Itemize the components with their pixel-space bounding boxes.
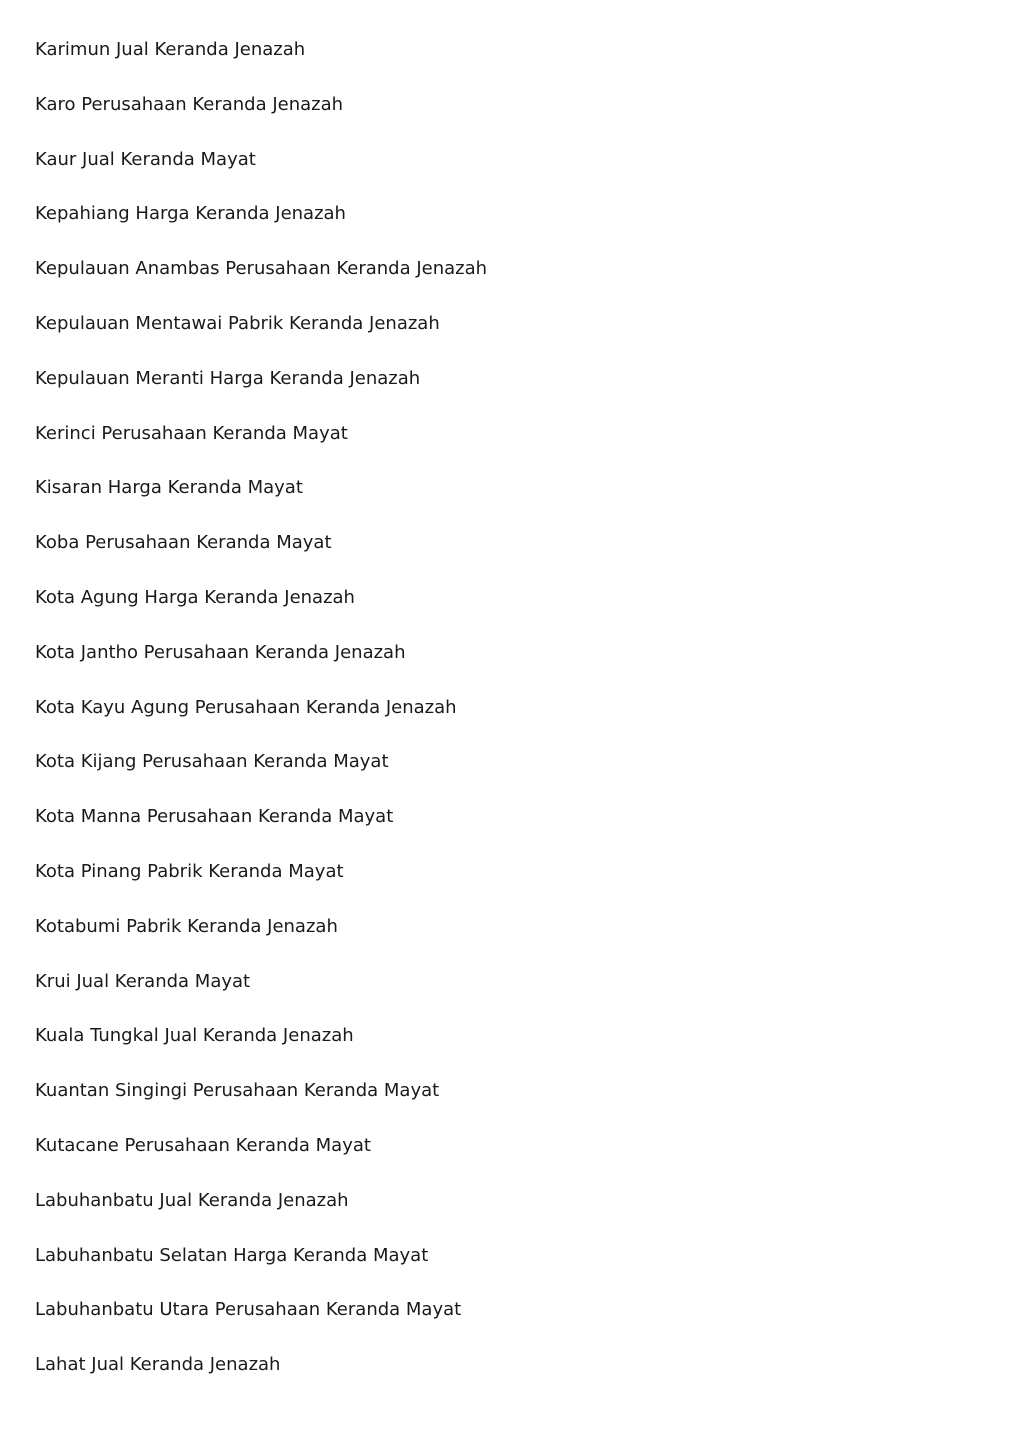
list-item: Labuhanbatu Utara Perusahaan Keranda Mayat: [35, 1299, 462, 1321]
list-item: Kota Pinang Pabrik Keranda Mayat: [35, 860, 344, 882]
list-item: Kepahiang Harga Keranda Jenazah: [35, 203, 346, 225]
list-item: Kota Kayu Agung Perusahaan Keranda Jenazah: [35, 696, 457, 718]
list-item: Kota Kijang Perusahaan Keranda Mayat: [35, 751, 389, 773]
list-item: Koba Perusahaan Keranda Mayat: [35, 532, 332, 554]
list-item: Lahat Jual Keranda Jenazah: [35, 1354, 281, 1376]
list-item: Kutacane Perusahaan Keranda Mayat: [35, 1134, 371, 1156]
list-item: Kepulauan Meranti Harga Keranda Jenazah: [35, 367, 421, 389]
list-item: Kaur Jual Keranda Mayat: [35, 148, 256, 170]
list-item: Karimun Jual Keranda Jenazah: [35, 39, 306, 60]
list-item: Kota Agung Harga Keranda Jenazah: [35, 586, 355, 608]
text-list: [35, 36, 487, 1406]
list-item: Labuhanbatu Selatan Harga Keranda Mayat: [35, 1244, 429, 1266]
list-item: Kuantan Singingi Perusahaan Keranda Mayat: [35, 1080, 440, 1102]
list-item: Krui Jual Keranda Mayat: [35, 970, 251, 992]
list-item: Kepulauan Mentawai Pabrik Keranda Jenazah: [35, 312, 440, 334]
list-item: Kota Jantho Perusahaan Keranda Jenazah: [35, 641, 406, 663]
list-item: Labuhanbatu Jual Keranda Jenazah: [35, 1189, 349, 1211]
list-item: Kota Manna Perusahaan Keranda Mayat: [35, 806, 394, 828]
list-item: Kerinci Perusahaan Keranda Mayat: [35, 422, 348, 444]
list-item: Karo Perusahaan Keranda Jenazah: [35, 93, 344, 115]
list-item: Kuala Tungkal Jual Keranda Jenazah: [35, 1025, 354, 1047]
list-item: Kepulauan Anambas Perusahaan Keranda Jenazah: [35, 258, 488, 280]
list-item: Kotabumi Pabrik Keranda Jenazah: [35, 915, 338, 937]
list-item: Kisaran Harga Keranda Mayat: [35, 477, 303, 499]
